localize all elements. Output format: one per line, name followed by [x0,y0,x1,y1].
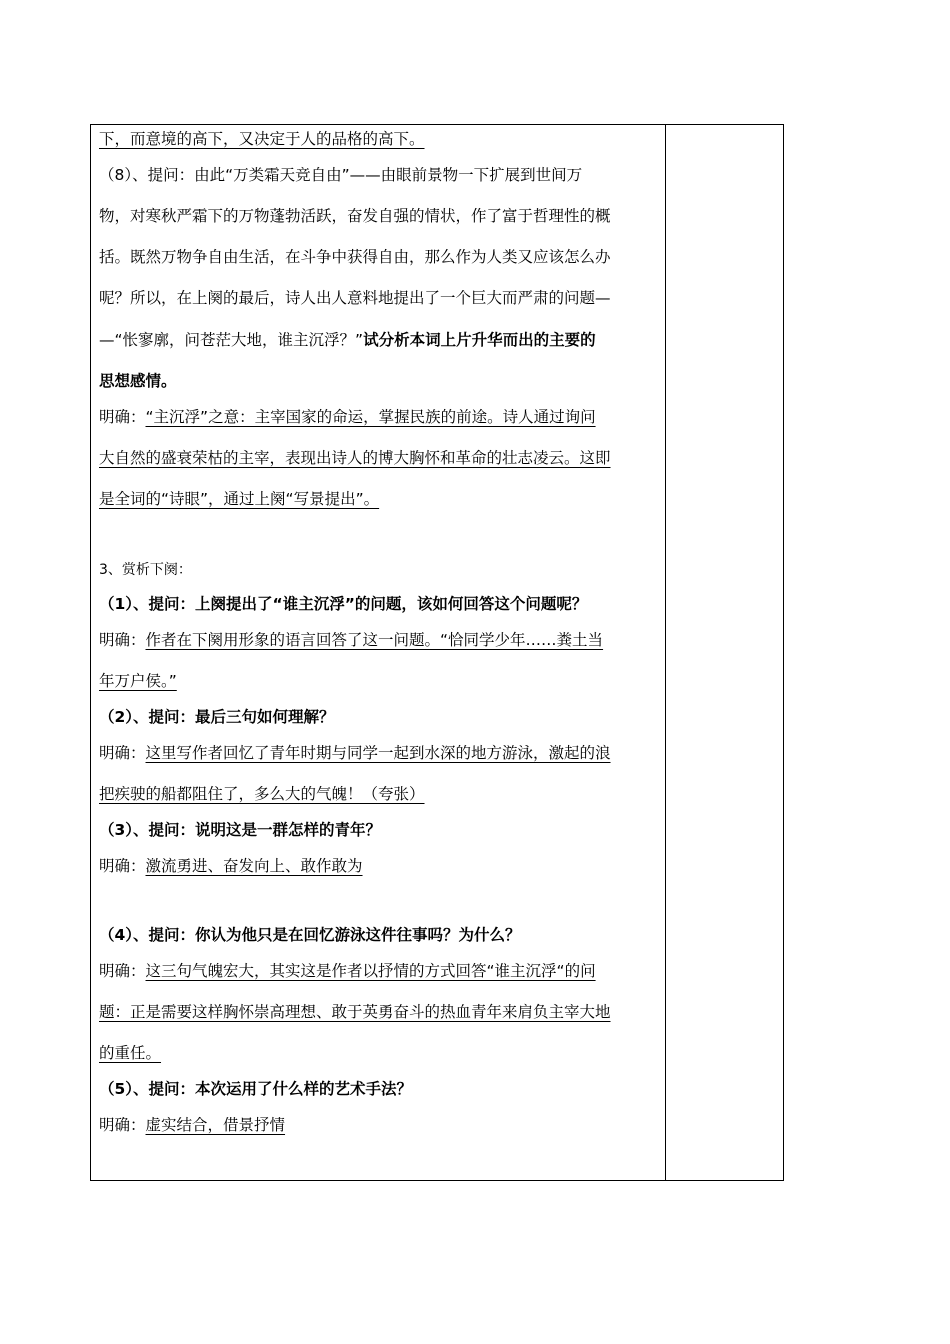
answer-text: 年万户侯。” [99,672,177,690]
text-line: 括。既然万物争自由生活，在斗争中获得自由，那么作为人类又应该怎么办 [99,248,611,266]
answer-line [99,856,363,876]
answer-label: 明确： [99,744,146,762]
analysis-prompt: 试分析本词上片升华而出的主要的 [363,331,596,349]
question-3: （3）、提问：说明这是一群怎样的青年？ [99,821,382,839]
answer-label: 明确： [99,631,146,649]
section-3-heading: 3、赏析下阕： [99,562,192,578]
answer-text: 这里写作者回忆了青年时期与同学一起到水深的地方游泳，激起的浪 [145,744,611,762]
text-line: 呢？所以，在上阕的最后，诗人出人意料地提出了一个巨大而严肃的问题— [99,289,611,307]
answer-text: “主沉浮”之意：主宰国家的命运，掌握民族的前途。诗人通过询问 [145,408,596,426]
answer-label: 明确： [99,857,146,875]
table-frame [90,124,784,1181]
answer-line [99,630,603,650]
answer-line [99,961,596,981]
question-1: （1）、提问：上阕提出了“谁主沉浮”的问题，该如何回答这个问题呢？ [99,595,588,613]
answer-text: 激流勇进、奋发向上、敢作敢为 [145,857,363,875]
question-4: （4）、提问：你认为他只是在回忆游泳这件往事吗？为什么？ [99,926,521,944]
answer-text: 是全词的“诗眼”，通过上阕“写景提出”。 [99,490,380,508]
answer-line [99,1115,285,1135]
answer-label: 明确： [99,962,146,980]
answer-label: 明确： [99,1116,146,1134]
answer-text: 虚实结合，借景抒情 [145,1116,286,1134]
answer-label: 明确： [99,408,146,426]
question-5: （5）、提问：本次运用了什么样的艺术手法？ [99,1080,413,1098]
quote-text: —“怅寥廓，问苍茫大地，谁主沉浮？” [99,331,364,349]
answer-text: 大自然的盛衰荣枯的主宰，表现出诗人的博大胸怀和革命的壮志凌云。这即 [99,449,611,467]
text-line: 下，而意境的高下，又决定于人的品格的高下。 [99,130,425,148]
answer-text: 把疾驶的船都阻住了，多么大的气魄！（夸张） [99,785,425,803]
text-line: 物，对寒秋严霜下的万物蓬勃活跃，奋发自强的情状，作了富于哲理性的概 [99,207,611,225]
answer-text: 作者在下阕用形象的语言回答了这一问题。“恰同学少年……粪土当 [145,631,604,649]
answer-line [99,743,611,763]
analysis-prompt-end: 思想感情。 [99,372,177,390]
question-8: （8）、提问：由此“万类霜天竞自由”——由眼前景物一下扩展到世间万 [99,166,583,184]
question-2: （2）、提问：最后三句如何理解？ [99,708,335,726]
answer-text: 的重任。 [99,1044,162,1062]
text-line [99,330,596,350]
column-divider [665,125,666,1180]
answer-text: 这三句气魄宏大，其实这是作者以抒情的方式回答“谁主沉浮“的问 [145,962,596,980]
answer-line [99,407,596,427]
answer-text: 题：正是需要这样胸怀崇高理想、敢于英勇奋斗的热血青年来肩负主宰大地 [99,1003,611,1021]
